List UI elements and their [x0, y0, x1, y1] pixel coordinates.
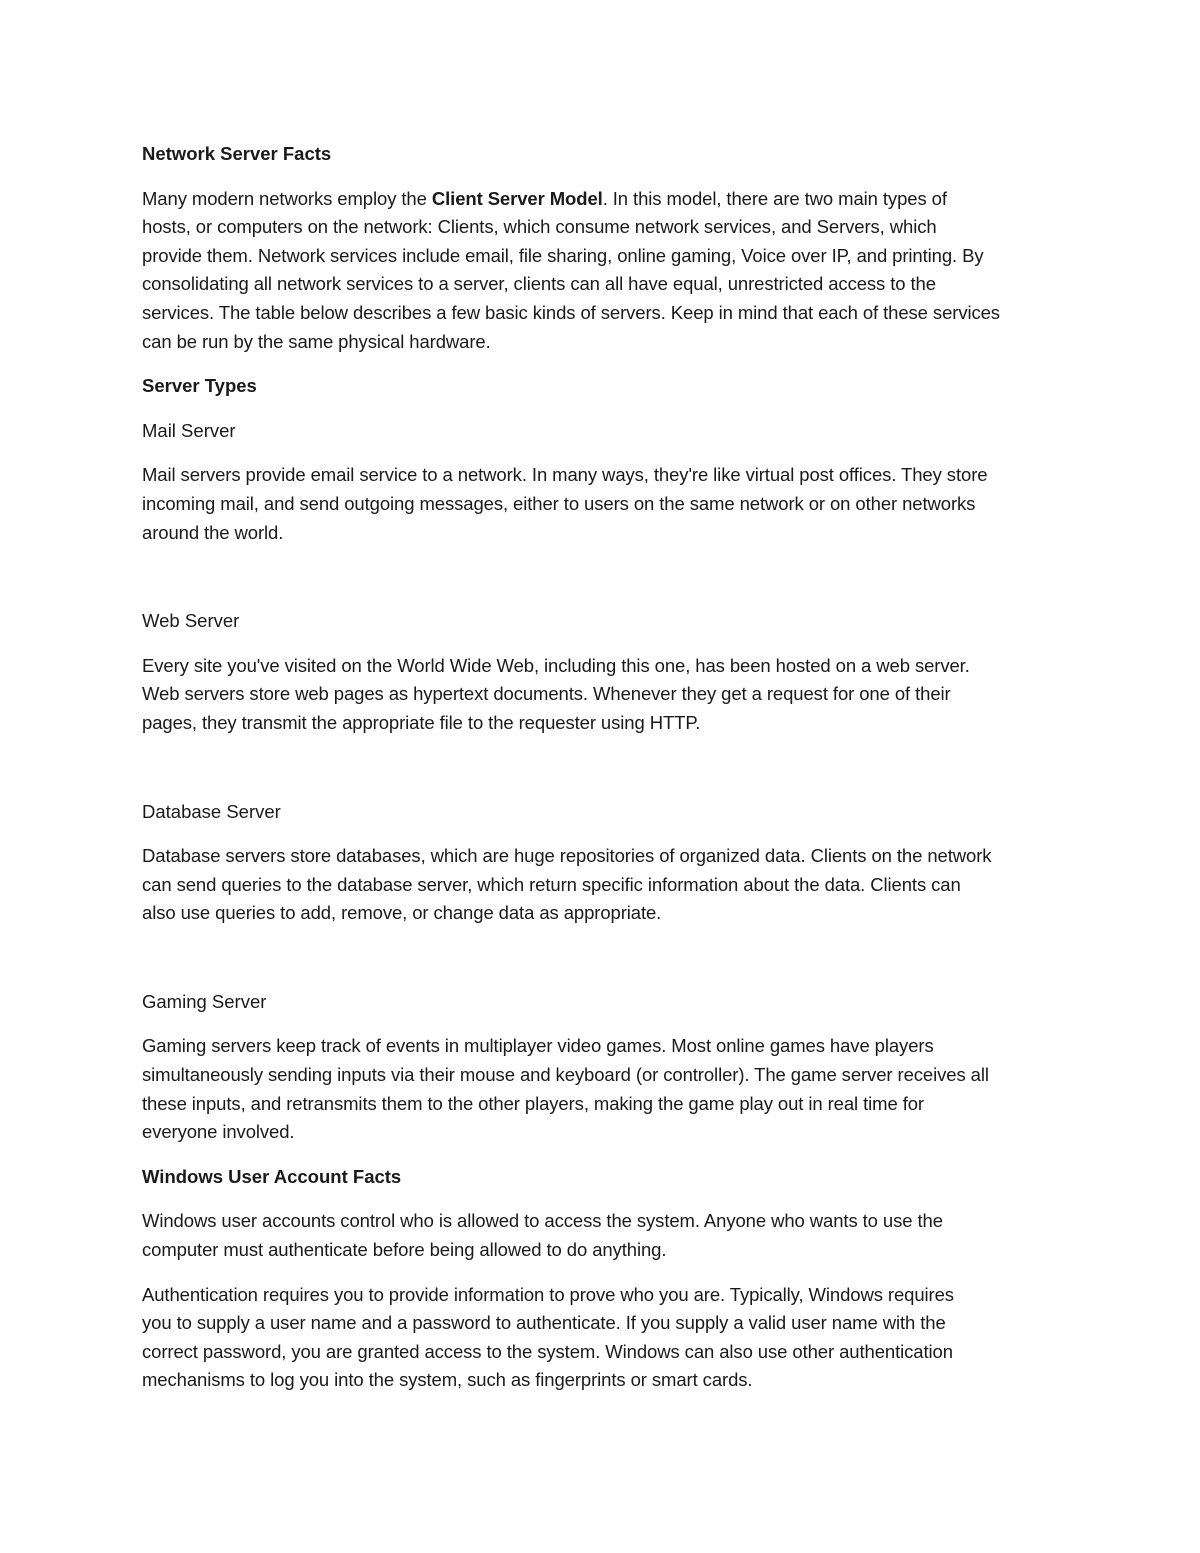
- windows-line: correct password, you are granted access to the system. Windows can also use other authentication: [142, 1340, 953, 1362]
- intro-text-pre: Many modern networks employ the: [142, 187, 432, 209]
- gaming-line: simultaneously sending inputs via their mouse and keyboard (or controller). The game server receives all: [142, 1064, 989, 1086]
- mail-server-paragraph: [142, 461, 1062, 547]
- windows-heading: Windows User Account Facts: [142, 1165, 402, 1187]
- web-server-title: Web Server: [142, 610, 240, 632]
- client-server-model-term: Client Server Model: [431, 187, 603, 209]
- intro-line: services. The table below describes a few basic kinds of servers. Keep in mind that each of these services: [142, 301, 1000, 323]
- mail-line: Mail servers provide email service to a network. In many ways, they're like virtual post offices. They store: [142, 464, 988, 486]
- intro-line-1: [142, 185, 1062, 214]
- web-server-paragraph: [142, 652, 1062, 738]
- gaming-line: these inputs, and retransmits them to the other players, making the game play out in real time for: [142, 1092, 924, 1114]
- intro-line: provide them. Network services include email, file sharing, online gaming, Voice over IP, and printing. By: [142, 244, 984, 266]
- intro-text-post: . In this model, there are two main types of: [602, 187, 947, 209]
- windows-line: mechanisms to log you into the system, such as fingerprints or smart cards.: [142, 1369, 753, 1391]
- database-line: can send queries to the database server, which return specific information about the data. Clients can: [142, 873, 961, 895]
- windows-line: Authentication requires you to provide information to prove who you are. Typically, Windows requires: [142, 1283, 954, 1305]
- intro-line: can be run by the same physical hardware.: [142, 330, 491, 352]
- gaming-line: everyone involved.: [142, 1121, 295, 1143]
- mail-server-title: Mail Server: [142, 419, 236, 441]
- web-line: Web servers store web pages as hypertext documents. Whenever they get a request for one of their: [142, 683, 951, 705]
- intro-paragraph: [142, 185, 1062, 357]
- windows-line: you to supply a user name and a password to authenticate. If you supply a valid user name with the: [142, 1312, 946, 1334]
- document-page: [142, 140, 1062, 1395]
- mail-line: around the world.: [142, 521, 284, 543]
- gaming-server-title: Gaming Server: [142, 990, 267, 1012]
- windows-paragraph-1: [142, 1207, 1062, 1264]
- database-line: also use queries to add, remove, or change data as appropriate.: [142, 902, 662, 924]
- page-title: Network Server Facts: [142, 143, 332, 164]
- gaming-line: Gaming servers keep track of events in multiplayer video games. Most online games have players: [142, 1035, 934, 1057]
- windows-line: Windows user accounts control who is allowed to access the system. Anyone who wants to use the: [142, 1210, 943, 1232]
- windows-paragraph-2: [142, 1281, 1062, 1395]
- web-line: Every site you've visited on the World Wide Web, including this one, has been hosted on a web server.: [142, 654, 970, 676]
- web-line: pages, they transmit the appropriate file to the requester using HTTP.: [142, 711, 701, 733]
- database-server-paragraph: [142, 842, 1062, 928]
- server-types-heading: Server Types: [142, 375, 257, 397]
- database-server-title: Database Server: [142, 800, 281, 822]
- intro-line: hosts, or computers on the network: Clients, which consume network services, and Servers, which: [142, 216, 937, 238]
- intro-line: consolidating all network services to a server, clients can all have equal, unrestricted access to the: [142, 273, 936, 295]
- gaming-server-paragraph: [142, 1032, 1062, 1146]
- windows-line: computer must authenticate before being allowed to do anything.: [142, 1239, 667, 1261]
- mail-line: incoming mail, and send outgoing messages, either to users on the same network or on other networks: [142, 492, 976, 514]
- database-line: Database servers store databases, which are huge repositories of organized data. Clients on the network: [142, 845, 992, 867]
